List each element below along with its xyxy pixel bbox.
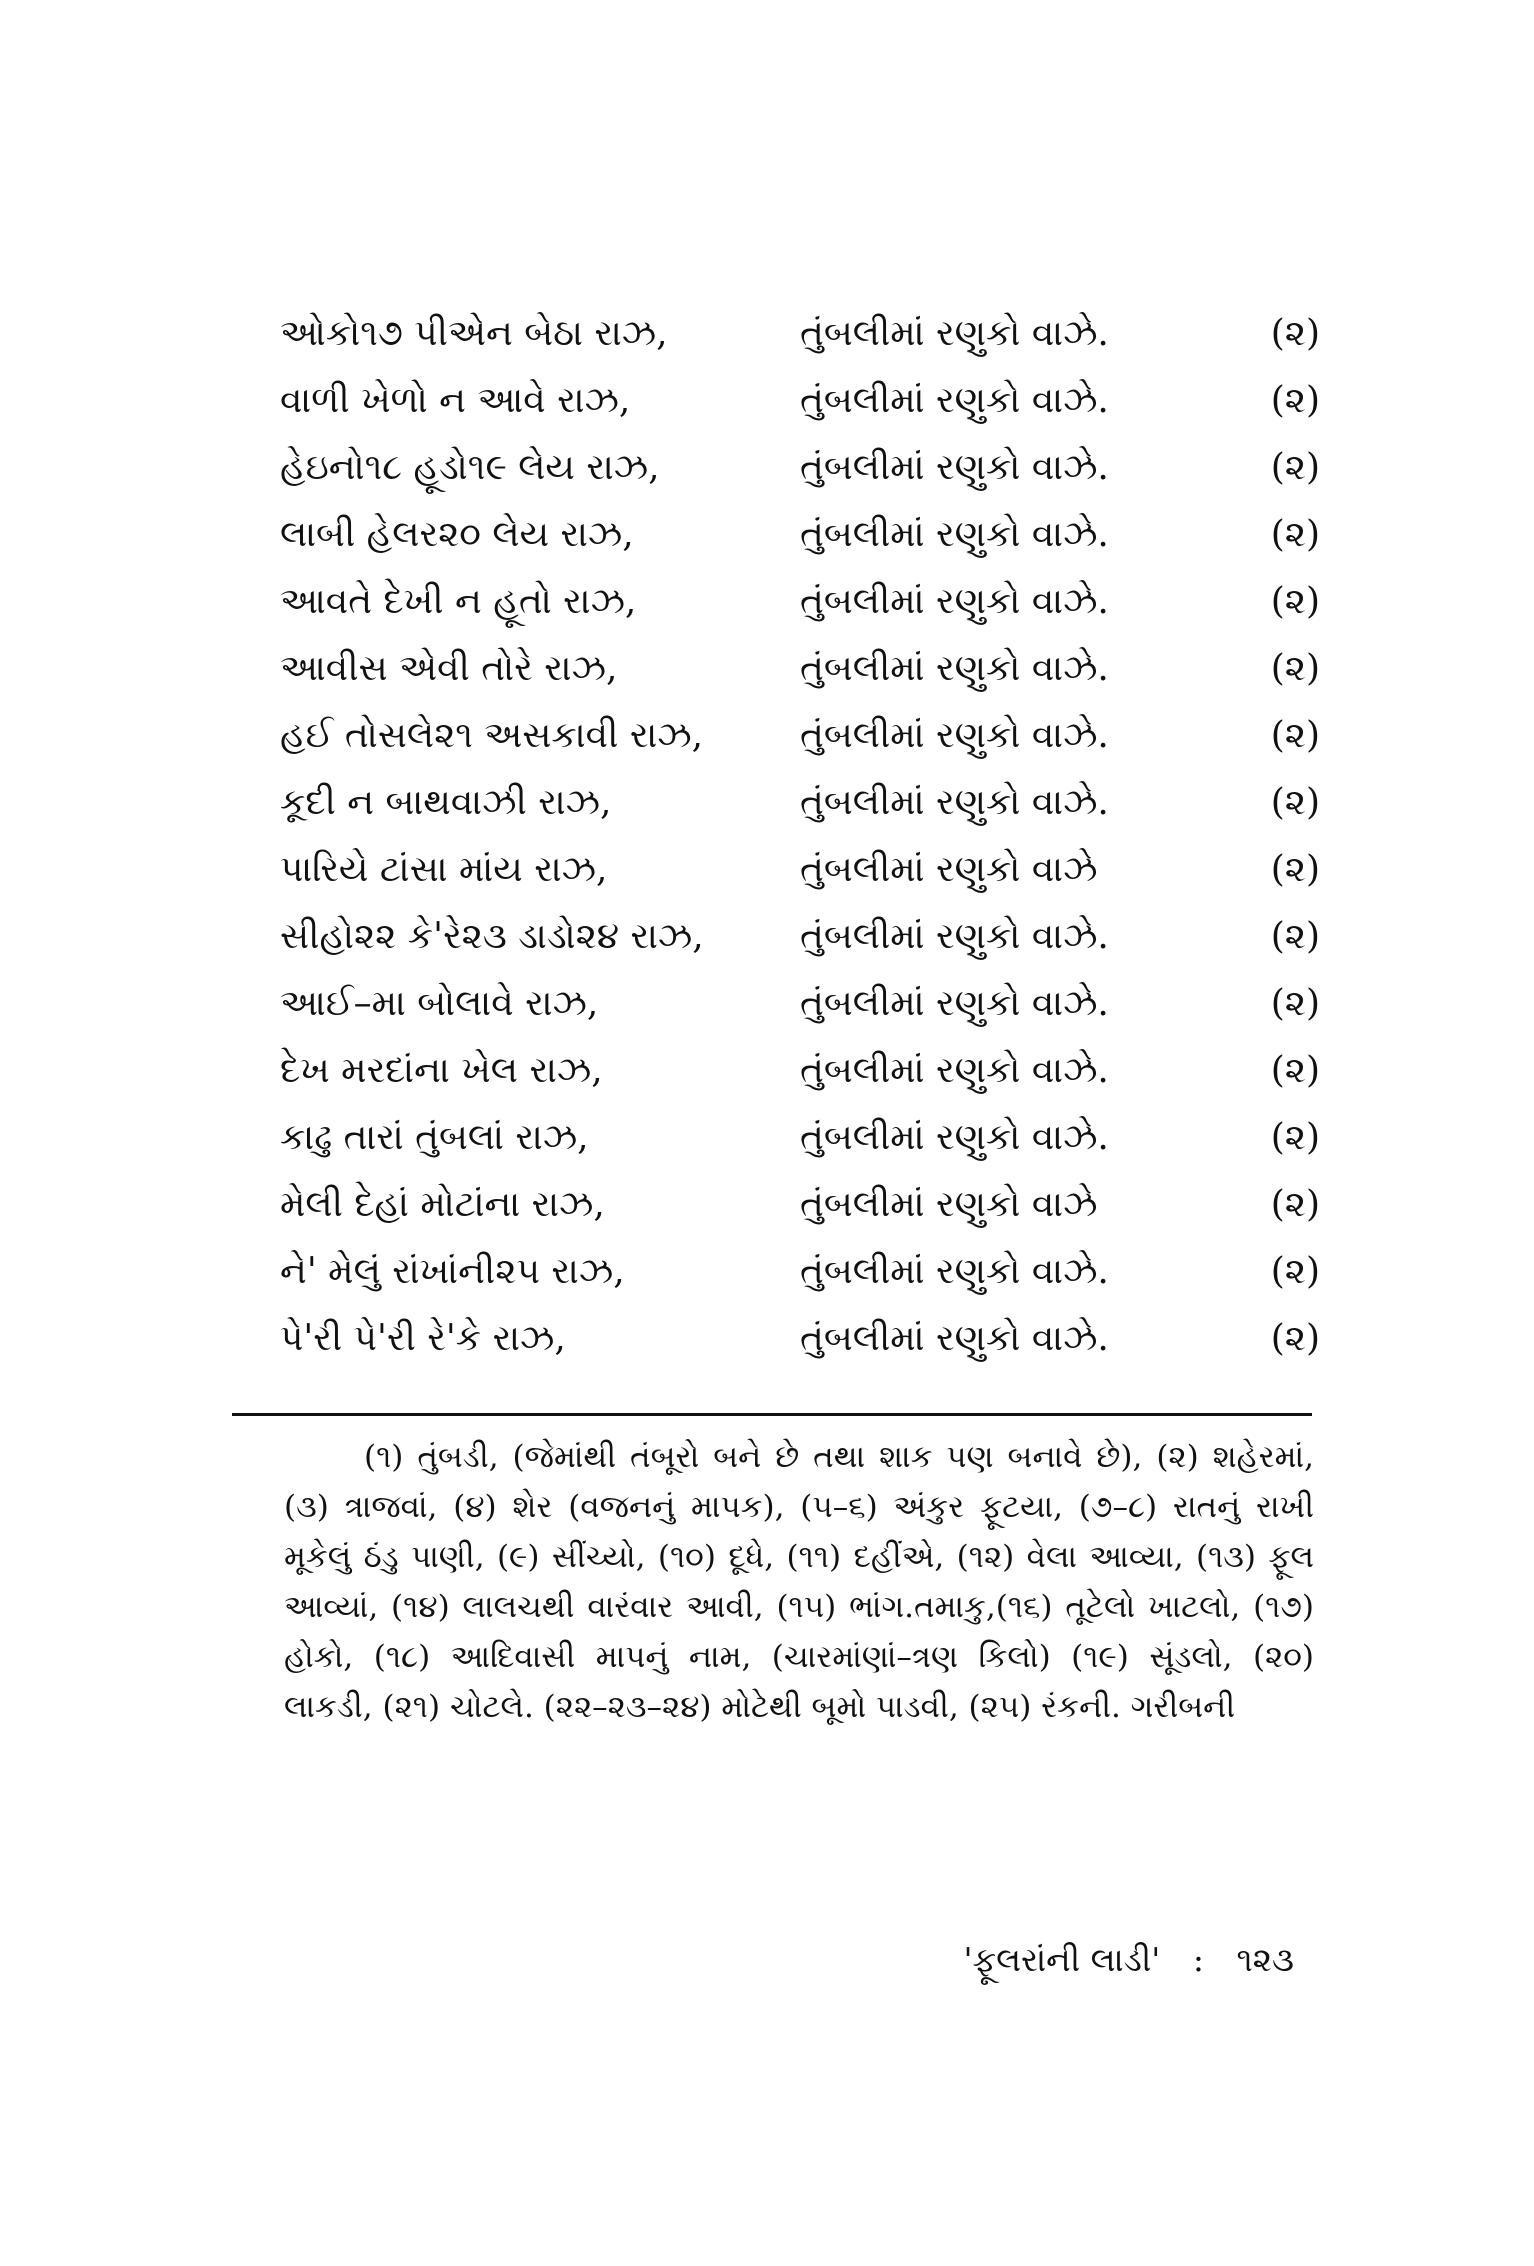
verse-repeat-count: (૨) bbox=[1270, 1117, 1320, 1158]
verse-line bbox=[280, 1171, 1320, 1238]
verse-lead: મેલી દેહાં મોટાંના રાઝ, bbox=[280, 1184, 605, 1225]
verse-repeat-count: (૨) bbox=[1270, 313, 1320, 354]
verse-repeat-count: (૨) bbox=[1270, 1251, 1320, 1292]
page-footer bbox=[963, 1940, 1294, 1980]
verse-refrain: તુંબલીમાં રણુકો વાઝે. bbox=[800, 514, 1109, 555]
verse-refrain: તુંબલીમાં રણુકો વાઝે. bbox=[800, 581, 1109, 622]
verse-line bbox=[280, 635, 1320, 702]
verse-line bbox=[280, 501, 1320, 568]
verse-repeat-count: (૨) bbox=[1270, 983, 1320, 1024]
verse-repeat-count: (૨) bbox=[1270, 648, 1320, 689]
verse-lead: સીહો૨૨ કે'રે૨૩ ડાડો૨૪ રાઝ, bbox=[280, 916, 704, 957]
verse-line bbox=[280, 568, 1320, 635]
verse-lead: હેઇનો૧૮ હૂડો૧૯ લેય રાઝ, bbox=[280, 447, 660, 488]
verse-line bbox=[280, 367, 1320, 434]
verse-line bbox=[280, 1104, 1320, 1171]
verse-repeat-count: (૨) bbox=[1270, 1184, 1320, 1225]
verse-lead: ને' મેલું રાંખાંની૨૫ રાઝ, bbox=[280, 1251, 625, 1292]
verse-lead: વાળી ખેળો ન આવે રાઝ, bbox=[280, 380, 631, 421]
verse-lead: આઈ–મા બોલાવે રાઝ, bbox=[280, 983, 599, 1024]
verse-line bbox=[280, 903, 1320, 970]
verse-refrain: તુંબલીમાં રણુકો વાઝે bbox=[800, 1184, 1098, 1225]
verse-line bbox=[280, 836, 1320, 903]
verse-repeat-count: (૨) bbox=[1270, 514, 1320, 555]
page-number: ૧૨૩ bbox=[1236, 1940, 1294, 1979]
verse-refrain: તુંબલીમાં રણુકો વાઝે. bbox=[800, 313, 1109, 354]
verse-line bbox=[280, 702, 1320, 769]
verse-repeat-count: (૨) bbox=[1270, 715, 1320, 756]
verse-refrain: તુંબલીમાં રણુકો વાઝે. bbox=[800, 1318, 1109, 1359]
verse-repeat-count: (૨) bbox=[1270, 1318, 1320, 1359]
footnotes-text: (૧) તુંબડી, (જેમાંથી તંબૂરો બને છે તથા શાક પણ બનાવે છે), (૨) શહેરમાં, (૩) ત્રાજવાં, (૪) શેર (વજનનું માપક), (૫–૬) અંકુર ફૂટયા, (૭–૮) રાતનું રાખી મૂકેલું ઠંડુ પાણી, (૯) સીંચ્યો, (૧૦) દૂધે, (૧૧) દહીંએ, (૧૨) વેલા આવ્યા, (૧૩) ફૂલ આવ્યાં, (૧૪) લાલચથી વારંવાર આવી, (૧૫) ભાંગ.તમાકુ,(૧૬) તૂટેલો ખાટલો, (૧૭) હોકો, (૧૮) આદિવાસી માપનું નામ, (ચારમાંણાં–ત્રણ કિલો) (૧૯) સૂંડલો, (૨૦) લાકડી, (૨૧) ચોટલે. (૨૨–૨૩–૨૪) મોટેથી બૂમો પાડવી, (૨૫) રંકની. ગરીબની bbox=[284, 1439, 1314, 1725]
running-title: 'ફૂલરાંની લાડી' bbox=[963, 1940, 1161, 1979]
verse-lead: કૂદી ન બાથવાઝી રાઝ, bbox=[280, 782, 612, 823]
verse-line bbox=[280, 769, 1320, 836]
verse-lead: ઓકો૧૭ પીએન બેઠા રાઝ, bbox=[280, 313, 668, 354]
verse-lead: હઈ તોસલે૨૧ અસકાવી રાઝ, bbox=[280, 715, 704, 756]
verse-refrain: તુંબલીમાં રણુકો વાઝે. bbox=[800, 983, 1109, 1024]
verse-lead: લાબી હેલર૨૦ લેય રાઝ, bbox=[280, 514, 634, 555]
verse-line bbox=[280, 434, 1320, 501]
verse-line bbox=[280, 970, 1320, 1037]
verse-refrain: તુંબલીમાં રણુકો વાઝે. bbox=[800, 380, 1109, 421]
verse-refrain: તુંબલીમાં રણુકો વાઝે. bbox=[800, 916, 1109, 957]
verse-refrain: તુંબલીમાં રણુકો વાઝે bbox=[800, 849, 1098, 890]
verse-refrain: તુંબલીમાં રણુકો વાઝે. bbox=[800, 1251, 1109, 1292]
verse-refrain: તુંબલીમાં રણુકો વાઝે. bbox=[800, 1117, 1109, 1158]
verse-repeat-count: (૨) bbox=[1270, 447, 1320, 488]
verse-refrain: તુંબલીમાં રણુકો વાઝે. bbox=[800, 1050, 1109, 1091]
verse-lead: પારિયે ટાંસા માંય રાઝ, bbox=[280, 849, 608, 890]
verse-lead: પે'રી પે'રી રે'કે રાઝ, bbox=[280, 1318, 566, 1359]
verse-repeat-count: (૨) bbox=[1270, 849, 1320, 890]
verse-refrain: તુંબલીમાં રણુકો વાઝે. bbox=[800, 648, 1109, 689]
verse-line bbox=[280, 1305, 1320, 1372]
footnote-divider bbox=[232, 1413, 1312, 1416]
song-verses bbox=[280, 300, 1320, 1372]
verse-line bbox=[280, 300, 1320, 367]
verse-line bbox=[280, 1037, 1320, 1104]
verse-refrain: તુંબલીમાં રણુકો વાઝે. bbox=[800, 782, 1109, 823]
verse-lead: આવતે દેખી ન હૂતો રાઝ, bbox=[280, 581, 637, 622]
verse-repeat-count: (૨) bbox=[1270, 1050, 1320, 1091]
verse-refrain: તુંબલીમાં રણુકો વાઝે. bbox=[800, 447, 1109, 488]
verse-repeat-count: (૨) bbox=[1270, 782, 1320, 823]
verse-lead: આવીસ એવી તોરે રાઝ, bbox=[280, 648, 618, 689]
verse-lead: કાઢુ તારાં તુંબલાં રાઝ, bbox=[280, 1117, 589, 1158]
verse-line bbox=[280, 1238, 1320, 1305]
verse-repeat-count: (૨) bbox=[1270, 581, 1320, 622]
footer-separator: : bbox=[1192, 1940, 1204, 1979]
verse-refrain: તુંબલીમાં રણુકો વાઝે. bbox=[800, 715, 1109, 756]
verse-repeat-count: (૨) bbox=[1270, 916, 1320, 957]
verse-lead: દેખ મરદાંના ખેલ રાઝ, bbox=[280, 1050, 603, 1091]
verse-repeat-count: (૨) bbox=[1270, 380, 1320, 421]
footnotes bbox=[284, 1432, 1314, 1732]
